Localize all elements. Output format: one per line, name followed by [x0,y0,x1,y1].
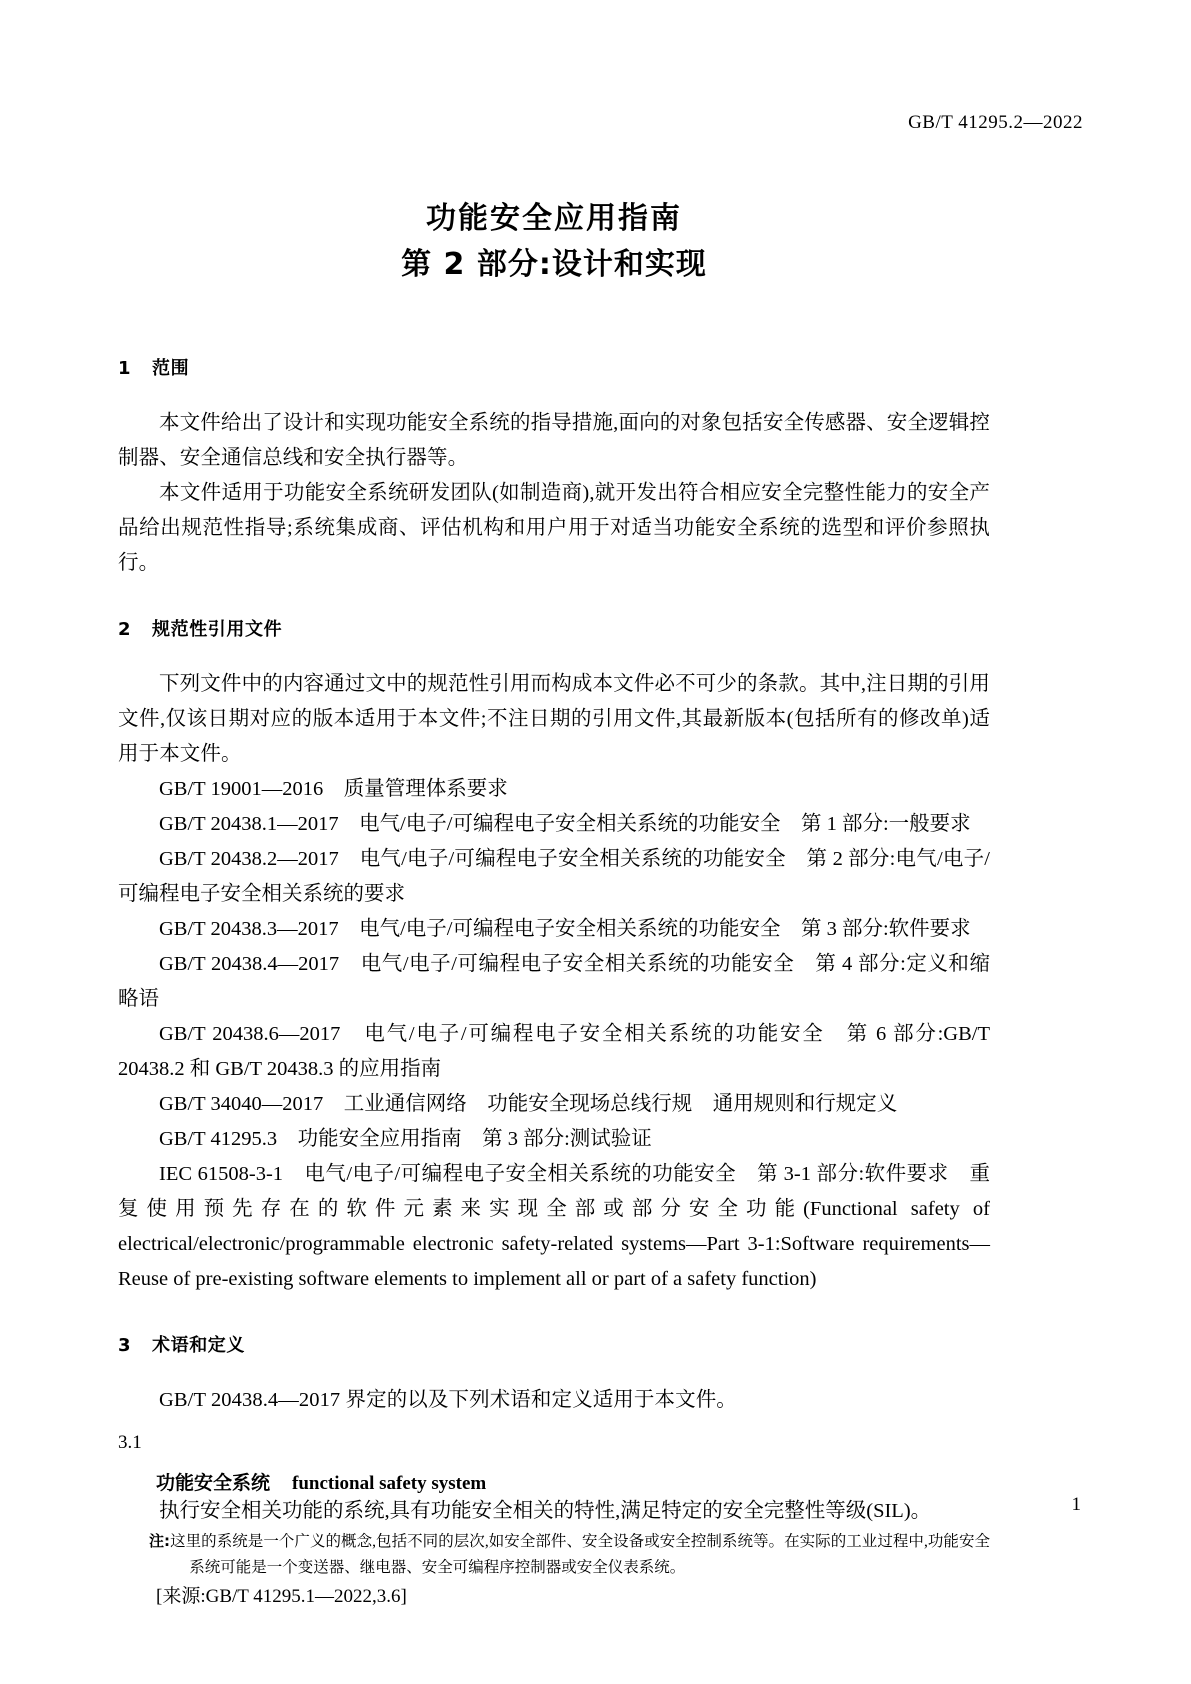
clause-1-heading [118,354,990,380]
term-note [118,1528,990,1581]
page-number: 1 [1071,1494,1081,1515]
normative-ref-item: GB/T 20438.4—2017 电气/电子/可编程电子安全相关系统的功能安全 第 4 部分:定义和缩略语 [118,953,990,1010]
normative-ref-item: GB/T 19001—2016 质量管理体系要求 [159,778,508,800]
clause-1-title: 范围 [152,358,190,379]
normative-refs-intro: 下列文件中的内容通过文中的规范性引用而构成本文件必不可少的条款。其中,注日期的引用文件,仅该日期对应的版本适用于本文件;不注日期的引用文件,其最新版本(包括所有的修改单)适用于本文件。 [118,673,990,765]
scope-paragraph-1: 本文件给出了设计和实现功能安全系统的指导措施,面向的对象包括安全传感器、安全逻辑控制器、安全通信总线和安全执行器等。 [118,412,990,469]
clause-2-number: 2 [118,619,132,640]
clause-2-title: 规范性引用文件 [152,619,283,640]
clause-2-heading [118,615,990,641]
document-title-line1: 功能安全应用指南 [426,201,682,236]
document-title-line2: 第 2 部分:设计和实现 [401,247,707,282]
page-body [118,196,990,1613]
clause-3-title: 术语和定义 [152,1335,245,1356]
term-name-en: functional safety system [292,1473,487,1494]
normative-ref-item: GB/T 20438.2—2017 电气/电子/可编程电子安全相关系统的功能安全 第 2 部分:电气/电子/可编程电子安全相关系统的要求 [118,848,990,905]
normative-ref-item: GB/T 41295.3 功能安全应用指南 第 3 部分:测试验证 [159,1128,652,1150]
normative-ref-item: GB/T 20438.1—2017 电气/电子/可编程电子安全相关系统的功能安全 第 1 部分:一般要求 [159,813,971,835]
clause-1-number: 1 [118,358,132,379]
term-name-cn: 功能安全系统 [156,1472,271,1494]
note-label: 注: [149,1532,171,1550]
note-text: 这里的系统是一个广义的概念,包括不同的层次,如安全部件、安全设备或安全控制系统等。在实际的工业过程中,功能安全系统可能是一个变送器、继电器、安全可编程序控制器或安全仪表系统。 [170,1533,990,1576]
terms-intro: GB/T 20438.4—2017 界定的以及下列术语和定义适用于本文件。 [159,1389,737,1411]
normative-ref-item: GB/T 20438.6—2017 电气/电子/可编程电子安全相关系统的功能安全 第 6 部分:GB/T 20438.2 和 GB/T 20438.3 的应用指南 [118,1023,990,1080]
clause-3-heading [118,1331,990,1357]
normative-ref-item: GB/T 20438.3—2017 电气/电子/可编程电子安全相关系统的功能安全 第 3 部分:软件要求 [159,918,971,940]
document-title [118,196,990,288]
term-definition: 执行安全相关功能的系统,具有功能安全相关的特性,满足特定的安全完整性等级(SIL)。 [159,1500,932,1522]
term-heading [118,1468,990,1495]
normative-ref-item: GB/T 34040—2017 工业通信网络 功能安全现场总线行规 通用规则和行规定义 [159,1093,898,1115]
running-header-standard-number: GB/T 41295.2—2022 [908,112,1083,133]
normative-ref-item: IEC 61508-3-1 电气/电子/可编程电子安全相关系统的功能安全 第 3-1 部分:软件要求 重复使用预先存在的软件元素来实现全部或部分安全功能(Functional safety of electrical/electronic/programmable electronic safety-related systems—Part 3-1:Software requirements—Reuse of pre-existing software elements to implement all or part of a safety function) [118,1163,990,1290]
clause-3-number: 3 [118,1335,132,1356]
term-entry-number: 3.1 [118,1432,142,1453]
term-source: [来源:GB/T 41295.1—2022,3.6] [156,1586,407,1607]
scope-paragraph-2: 本文件适用于功能安全系统研发团队(如制造商),就开发出符合相应安全完整性能力的安全产品给出规范性指导;系统集成商、评估机构和用户用于对适当功能安全系统的选型和评价参照执行。 [118,482,990,574]
